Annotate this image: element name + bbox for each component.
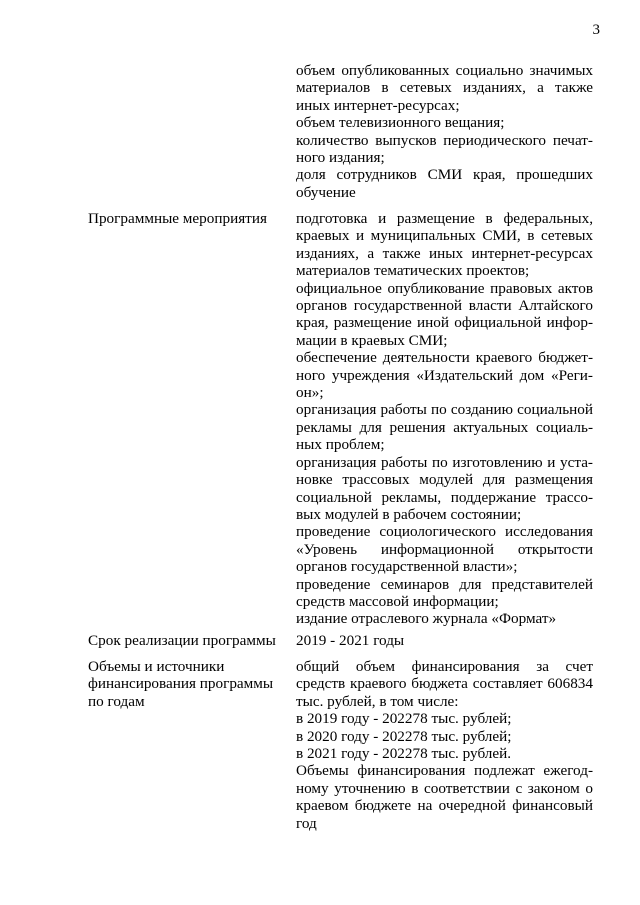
row-content bbox=[296, 62, 593, 201]
row-content bbox=[296, 210, 593, 628]
list-item: проведение семинаров для представителей средств массовой информации; bbox=[296, 575, 593, 610]
row-label bbox=[88, 210, 284, 227]
list-item: в 2021 году - 202278 тыс. рублей. bbox=[296, 745, 512, 763]
row-label-text: Срок реализации программы bbox=[88, 632, 276, 649]
row-label-text: Объемы и источники финансирования программы по годам bbox=[88, 658, 274, 710]
list-item: объем опубликованных социально значимых материалов в сетевых изданиях, а также иных интернет-ресурсах; bbox=[296, 62, 593, 114]
row-content bbox=[296, 658, 593, 832]
list-item: общий объем финансирования за счет средств краевого бюджета составляет 606834 тыс. рублей, в том числе: bbox=[296, 658, 593, 710]
list-item: официальное опубликование правовых актов органов государственной власти Алтайского края, размещение иной официальной инфор-мации в краевых СМИ; bbox=[296, 279, 593, 349]
list-item: организация работы по изготовлению и уста-новке трассовых модулей для размещения социальной рекламы, поддержание трассо-вых модулей в рабочем состоянии; bbox=[296, 453, 593, 523]
list-item: издание отраслевого журнала «Формат» bbox=[296, 610, 557, 628]
list-item: доля сотрудников СМИ края, прошедших обучение bbox=[296, 166, 593, 201]
row-label-text: Программные мероприятия bbox=[88, 210, 267, 227]
row-label bbox=[88, 658, 284, 710]
list-item: проведение социологического исследования «Уровень информационной открытости органов государственной власти»; bbox=[296, 523, 593, 576]
list-item: подготовка и размещение в федеральных, краевых и муниципальных СМИ, в сетевых изданиях, а также иных интернет-ресурсах материалов тематических проектов; bbox=[296, 210, 593, 280]
list-item: в 2020 году - 202278 тыс. рублей; bbox=[296, 727, 512, 745]
page-number: 3 bbox=[592, 22, 600, 38]
list-item: Объемы финансирования подлежат ежегод-ному уточнению в соответствии с законом о краевом бюджете на очередной финансовый год bbox=[296, 762, 593, 832]
list-item: объем телевизионного вещания; bbox=[296, 114, 505, 132]
row-content bbox=[296, 632, 593, 649]
list-item: 2019 - 2021 годы bbox=[296, 632, 405, 649]
list-item: обеспечение деятельности краевого бюджет-ного учреждения «Издательский дом «Реги-он»; bbox=[296, 349, 593, 402]
row-label bbox=[88, 632, 284, 649]
list-item: количество выпусков периодического печат-ного издания; bbox=[296, 131, 593, 167]
list-item: в 2019 году - 202278 тыс. рублей; bbox=[296, 710, 512, 728]
list-item: организация работы по созданию социальной рекламы для решения актуальных социаль-ных проблем; bbox=[296, 401, 593, 454]
